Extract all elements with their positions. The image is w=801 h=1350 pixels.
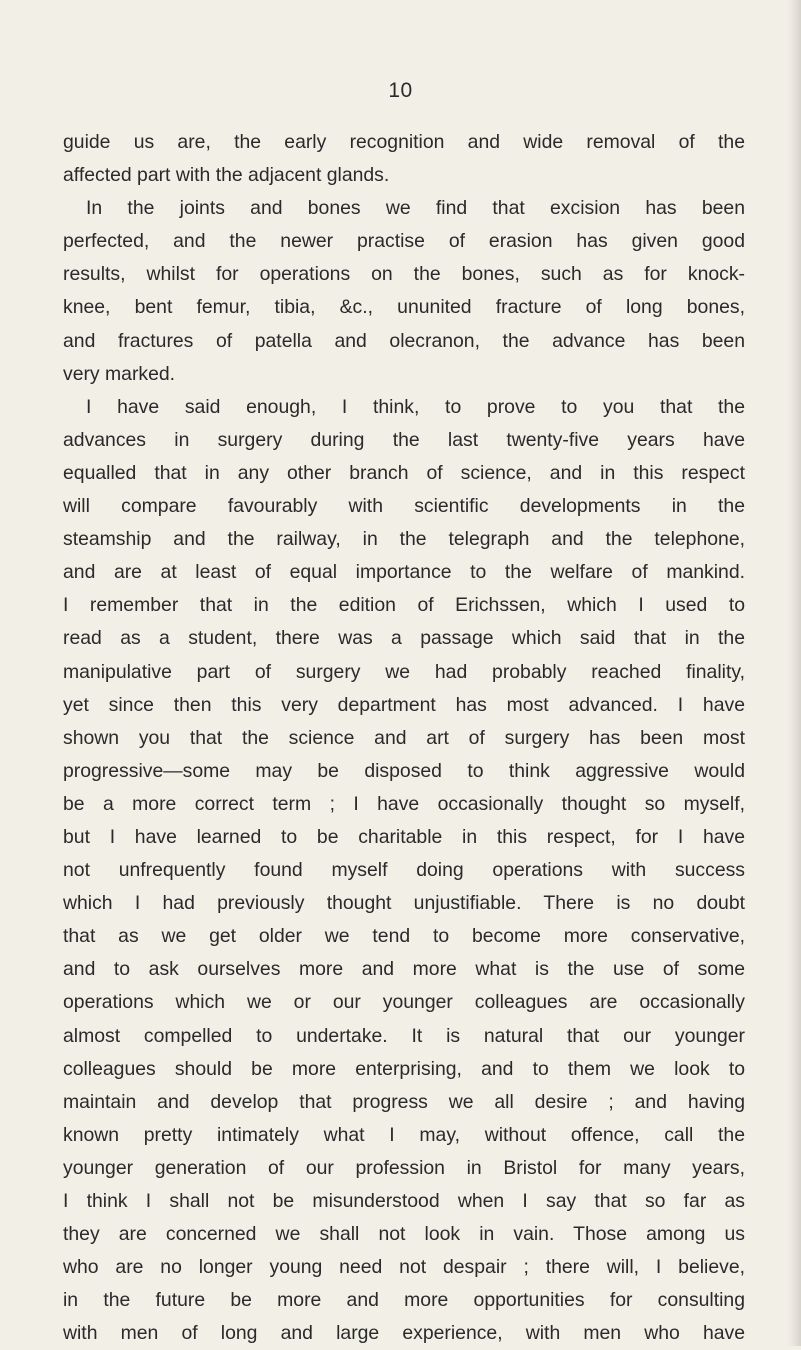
text-line: which I had previously thought unjustifiable. There is no doubt — [63, 892, 745, 915]
text-line: with men of long and large experience, with men who have — [63, 1322, 745, 1345]
text-line: and are at least of equal importance to the welfare of mankind. — [63, 561, 745, 584]
text-line: known pretty intimately what I may, without offence, call the — [63, 1123, 745, 1146]
text-line: not unfrequently found myself doing operations with success — [63, 859, 745, 882]
text-line: very marked. — [63, 362, 176, 385]
text-line: and to ask ourselves more and more what is the use of some — [63, 958, 745, 981]
text-line: read as a student, there was a passage which said that in the — [63, 627, 745, 650]
text-line: and fractures of patella and olecranon, the advance has been — [63, 329, 745, 352]
text-line: knee, bent femur, tibia, &c., ununited fracture of long bones, — [63, 296, 745, 319]
text-line: that as we get older we tend to become more conservative, — [63, 925, 745, 948]
text-line: younger generation of our profession in Bristol for many years, — [63, 1156, 745, 1179]
text-line: shown you that the science and art of surgery has been most — [63, 726, 745, 749]
text-line: progressive—some may be disposed to think aggressive would — [63, 759, 745, 782]
text-line: colleagues should be more enterprising, and to them we look to — [63, 1057, 745, 1080]
text-line: affected part with the adjacent glands. — [63, 164, 390, 187]
text-line: but I have learned to be charitable in this respect, for I have — [63, 825, 745, 848]
text-line: who are no longer young need not despair ; there will, I believe, — [63, 1256, 745, 1279]
text-line: maintain and develop that progress we all desire ; and having — [63, 1090, 745, 1113]
text-line: I think I shall not be misunderstood when I say that so far as — [63, 1190, 745, 1212]
text-line: guide us are, the early recognition and wide removal of the — [63, 131, 745, 153]
text-line: equalled that in any other branch of science, and in this respect — [63, 461, 745, 484]
page-edge-shadow — [787, 0, 801, 1346]
text-line: I remember that in the edition of Erichssen, which I used to — [63, 594, 745, 617]
text-line: almost compelled to undertake. It is natural that our younger — [63, 1024, 745, 1047]
text-line: be a more correct term ; I have occasionally thought so myself, — [63, 792, 745, 815]
text-line: I have said enough, I think, to prove to you that the — [86, 395, 745, 418]
text-line: yet since then this very department has most advanced. I have — [63, 693, 745, 716]
text-line: steamship and the railway, in the telegraph and the telephone, — [63, 528, 745, 551]
page-number: 10 — [388, 79, 413, 102]
text-line: advances in surgery during the last twenty-five years have — [63, 428, 745, 451]
body-text — [63, 126, 745, 1350]
text-line: they are concerned we shall not look in vain. Those among us — [63, 1223, 745, 1246]
text-line: will compare favourably with scientific developments in the — [63, 495, 745, 518]
text-line: in the future be more and more opportunities for consulting — [63, 1289, 745, 1312]
text-line: perfected, and the newer practise of erasion has given good — [63, 230, 745, 253]
text-line: operations which we or our younger colleagues are occasionally — [63, 991, 745, 1014]
text-line: results, whilst for operations on the bones, such as for knock- — [63, 263, 745, 286]
text-line: In the joints and bones we find that excision has been — [86, 197, 745, 220]
text-line: manipulative part of surgery we had probably reached finality, — [63, 660, 745, 683]
